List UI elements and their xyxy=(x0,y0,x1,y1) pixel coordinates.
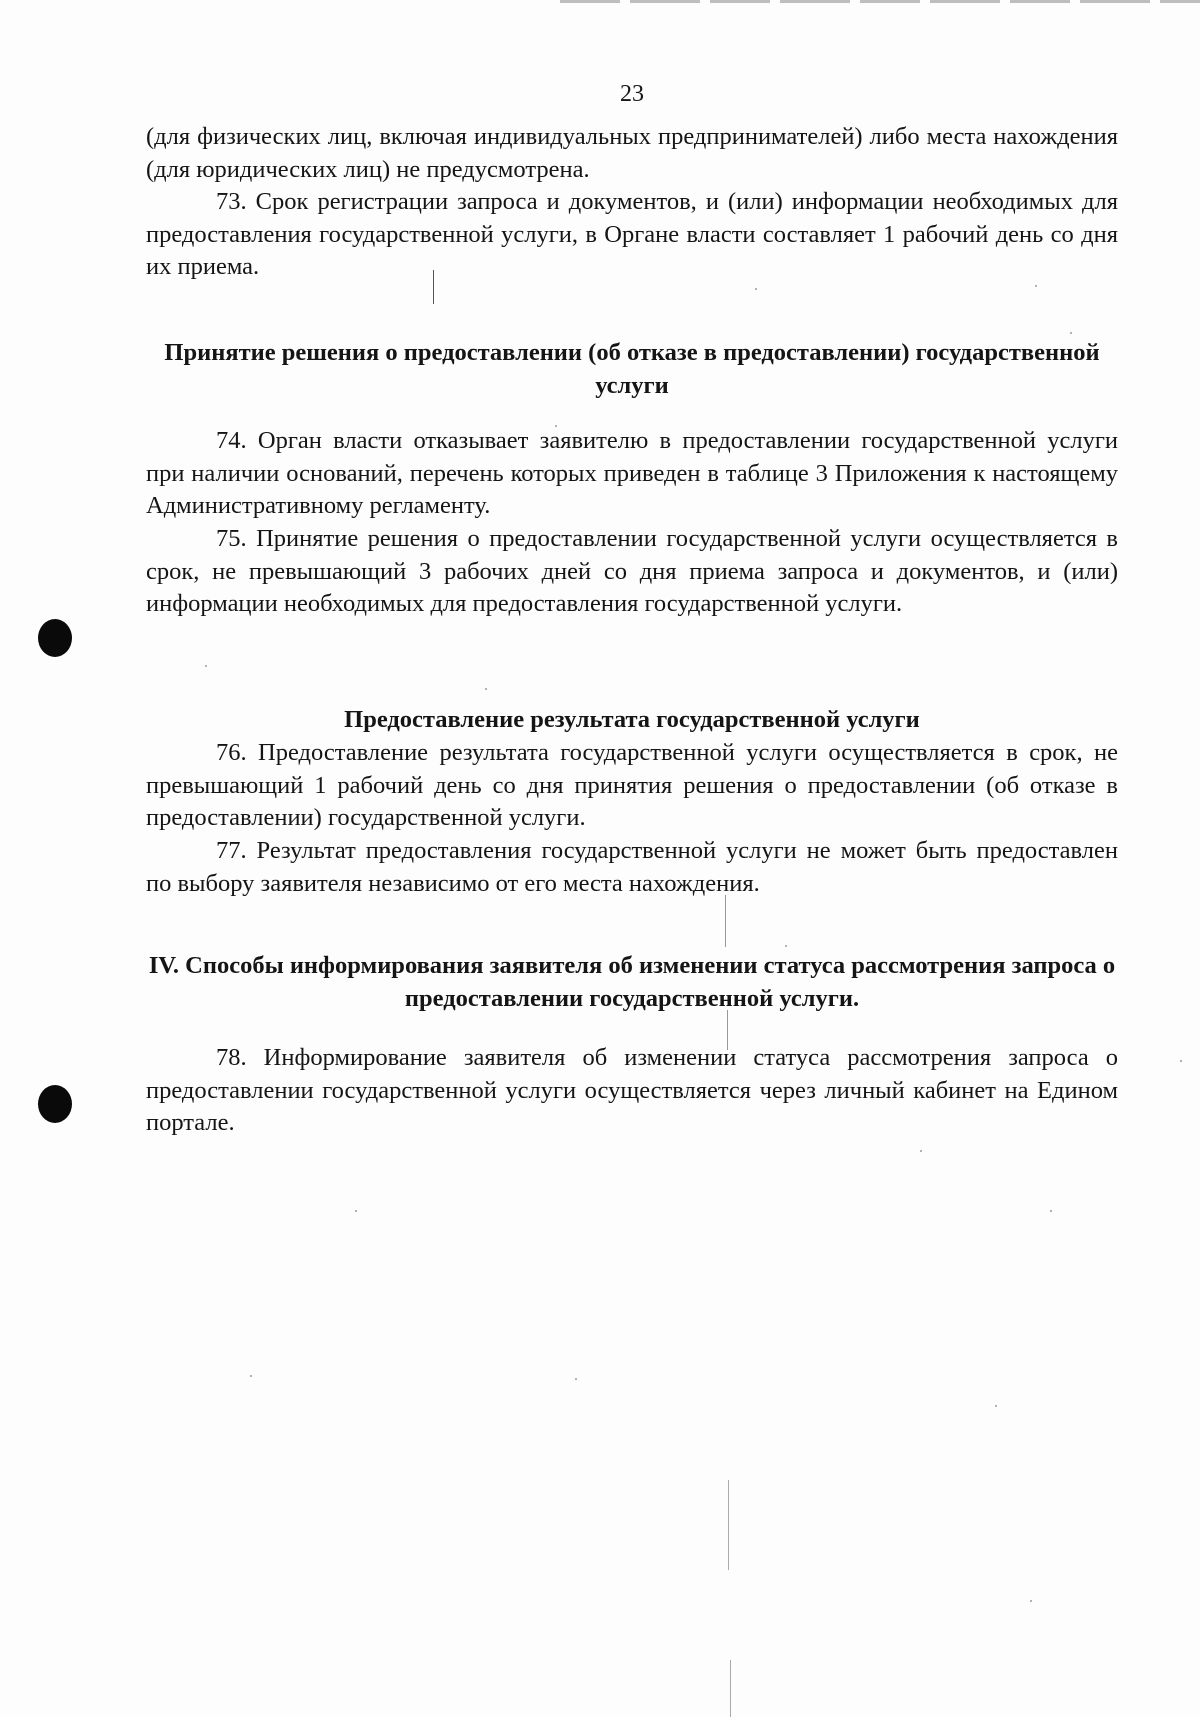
paragraph-74: 74. Орган власти отказывает заявителю в предоставлении государственной услуги при наличии оснований, перечень которых приведен в таблице 3 Приложения к настоящему Административному регламенту. xyxy=(146,427,1118,519)
scan-speck xyxy=(755,288,757,290)
scan-speck xyxy=(1070,332,1072,334)
paragraph-78: 78. Информирование заявителя об изменении статуса рассмотрения запроса о предоставлении государственной услуги осуществляется через личный кабинет на Едином портале. xyxy=(146,1044,1118,1136)
paragraph-73: 73. Срок регистрации запроса и документов, и (или) информации необходимых для предоставления государственной услуги, в Органе власти составляет 1 рабочий день со дня их приема. xyxy=(146,188,1118,280)
scan-fold-line xyxy=(728,1480,729,1570)
section-heading-result: Предоставление результата государственной услуги xyxy=(344,706,920,733)
scan-speck xyxy=(995,1405,997,1407)
punch-hole-mark xyxy=(38,1085,72,1123)
section-heading-iv: IV. Способы информирования заявителя об изменении статуса рассмотрения запроса о предоставлении государственной услуги. xyxy=(148,952,1116,1012)
scan-speck xyxy=(250,1375,252,1377)
paragraph-77: 77. Результат предоставления государственной услуги не может быть предоставлен по выбору заявителя независимо от его места нахождения. xyxy=(146,837,1118,897)
scan-speck xyxy=(1030,1600,1032,1602)
paragraph-continuation: (для физических лиц, включая индивидуальных предпринимателей) либо места нахождения (для юридических лиц) не предусмотрена. xyxy=(146,123,1118,183)
paragraph-76: 76. Предоставление результата государственной услуги осуществляется в срок, не превышающий 1 рабочий день со дня принятия решения о предоставлении (об отказе в предоставлении) государственной услуги. xyxy=(146,739,1118,831)
scan-speck xyxy=(355,1210,357,1212)
scan-speck xyxy=(785,945,787,947)
scan-speck xyxy=(485,688,487,690)
paragraph-75: 75. Принятие решения о предоставлении государственной услуги осуществляется в срок, не превышающий 3 рабочих дней со дня приема запроса и документов, и (или) информации необходимых для предоставления государственной услуги. xyxy=(146,525,1118,617)
scan-speck xyxy=(1035,285,1037,287)
section-heading-decision: Принятие решения о предоставлении (об отказе в предоставлении) государственной услуги xyxy=(164,339,1100,399)
scan-speck xyxy=(575,1378,577,1380)
scan-top-edge xyxy=(560,0,1200,3)
scan-speck xyxy=(1050,1210,1052,1212)
scan-fold-line xyxy=(725,895,726,947)
scan-speck xyxy=(920,1150,922,1152)
scan-fold-line xyxy=(730,1660,731,1717)
scan-speck xyxy=(205,665,207,667)
page-number: 23 xyxy=(620,81,644,107)
punch-hole-mark xyxy=(38,619,72,657)
scan-speck xyxy=(1180,1060,1182,1062)
